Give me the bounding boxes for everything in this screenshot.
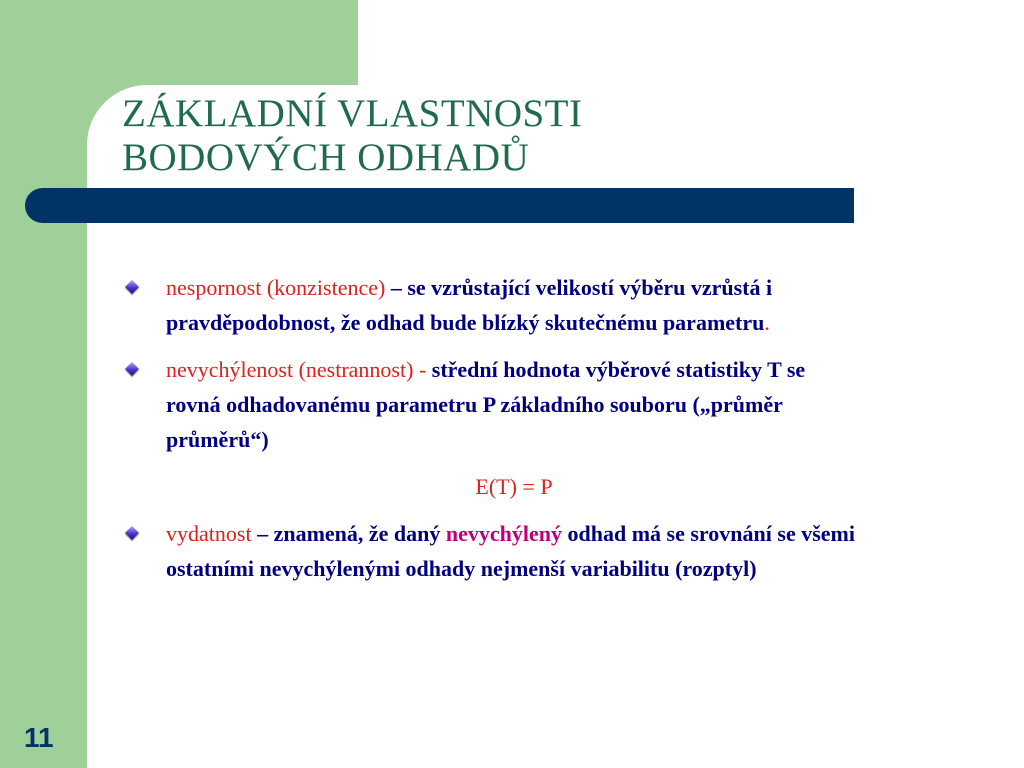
bullet-highlight: nevychýlený xyxy=(445,521,563,546)
bullet-item-efficiency xyxy=(122,516,862,586)
bullet-list xyxy=(122,270,862,586)
diamond-bullet-icon xyxy=(125,280,139,294)
diamond-bullet-icon xyxy=(125,362,139,376)
bullet-item-unbiasedness xyxy=(122,352,862,457)
bullet-text: střední hodnota výběrové statistiky T se rovná odhadovanému parametru P základního souboru („průměr průměrů“) xyxy=(166,357,806,452)
diamond-bullet-icon xyxy=(125,526,139,540)
bullet-text-a: – znamená, že daný xyxy=(251,521,446,546)
bullet-term: nevychýlenost (nestrannost) xyxy=(166,357,414,382)
bullet-text-b: odhad má se srovnání se všemi ostatními nevychýlenými odhady nejmenší variabilitu (rozptyl) xyxy=(166,521,855,581)
slide-title xyxy=(122,92,842,180)
bullet-term: nespornost (konzistence) xyxy=(166,275,386,300)
page-number: 11 xyxy=(24,722,54,753)
bullet-end-mark: . xyxy=(764,310,770,335)
bullet-separator: - xyxy=(413,357,432,382)
bullet-text: se vzrůstající velikostí výběru vzrůstá i pravděpodobnost, že odhad bude blízký skutečnému parametru xyxy=(166,275,773,335)
title-underline-bar xyxy=(25,188,854,223)
formula: E(T) = P xyxy=(475,474,553,499)
bullet-item-consistency xyxy=(122,270,862,340)
slide-title-line-1: ZÁKLADNÍ VLASTNOSTI xyxy=(122,92,583,135)
slide-title-line-2: BODOVÝCH ODHADŮ xyxy=(122,136,530,179)
bullet-term: vydatnost xyxy=(166,521,252,546)
bullet-separator: – xyxy=(385,275,408,300)
